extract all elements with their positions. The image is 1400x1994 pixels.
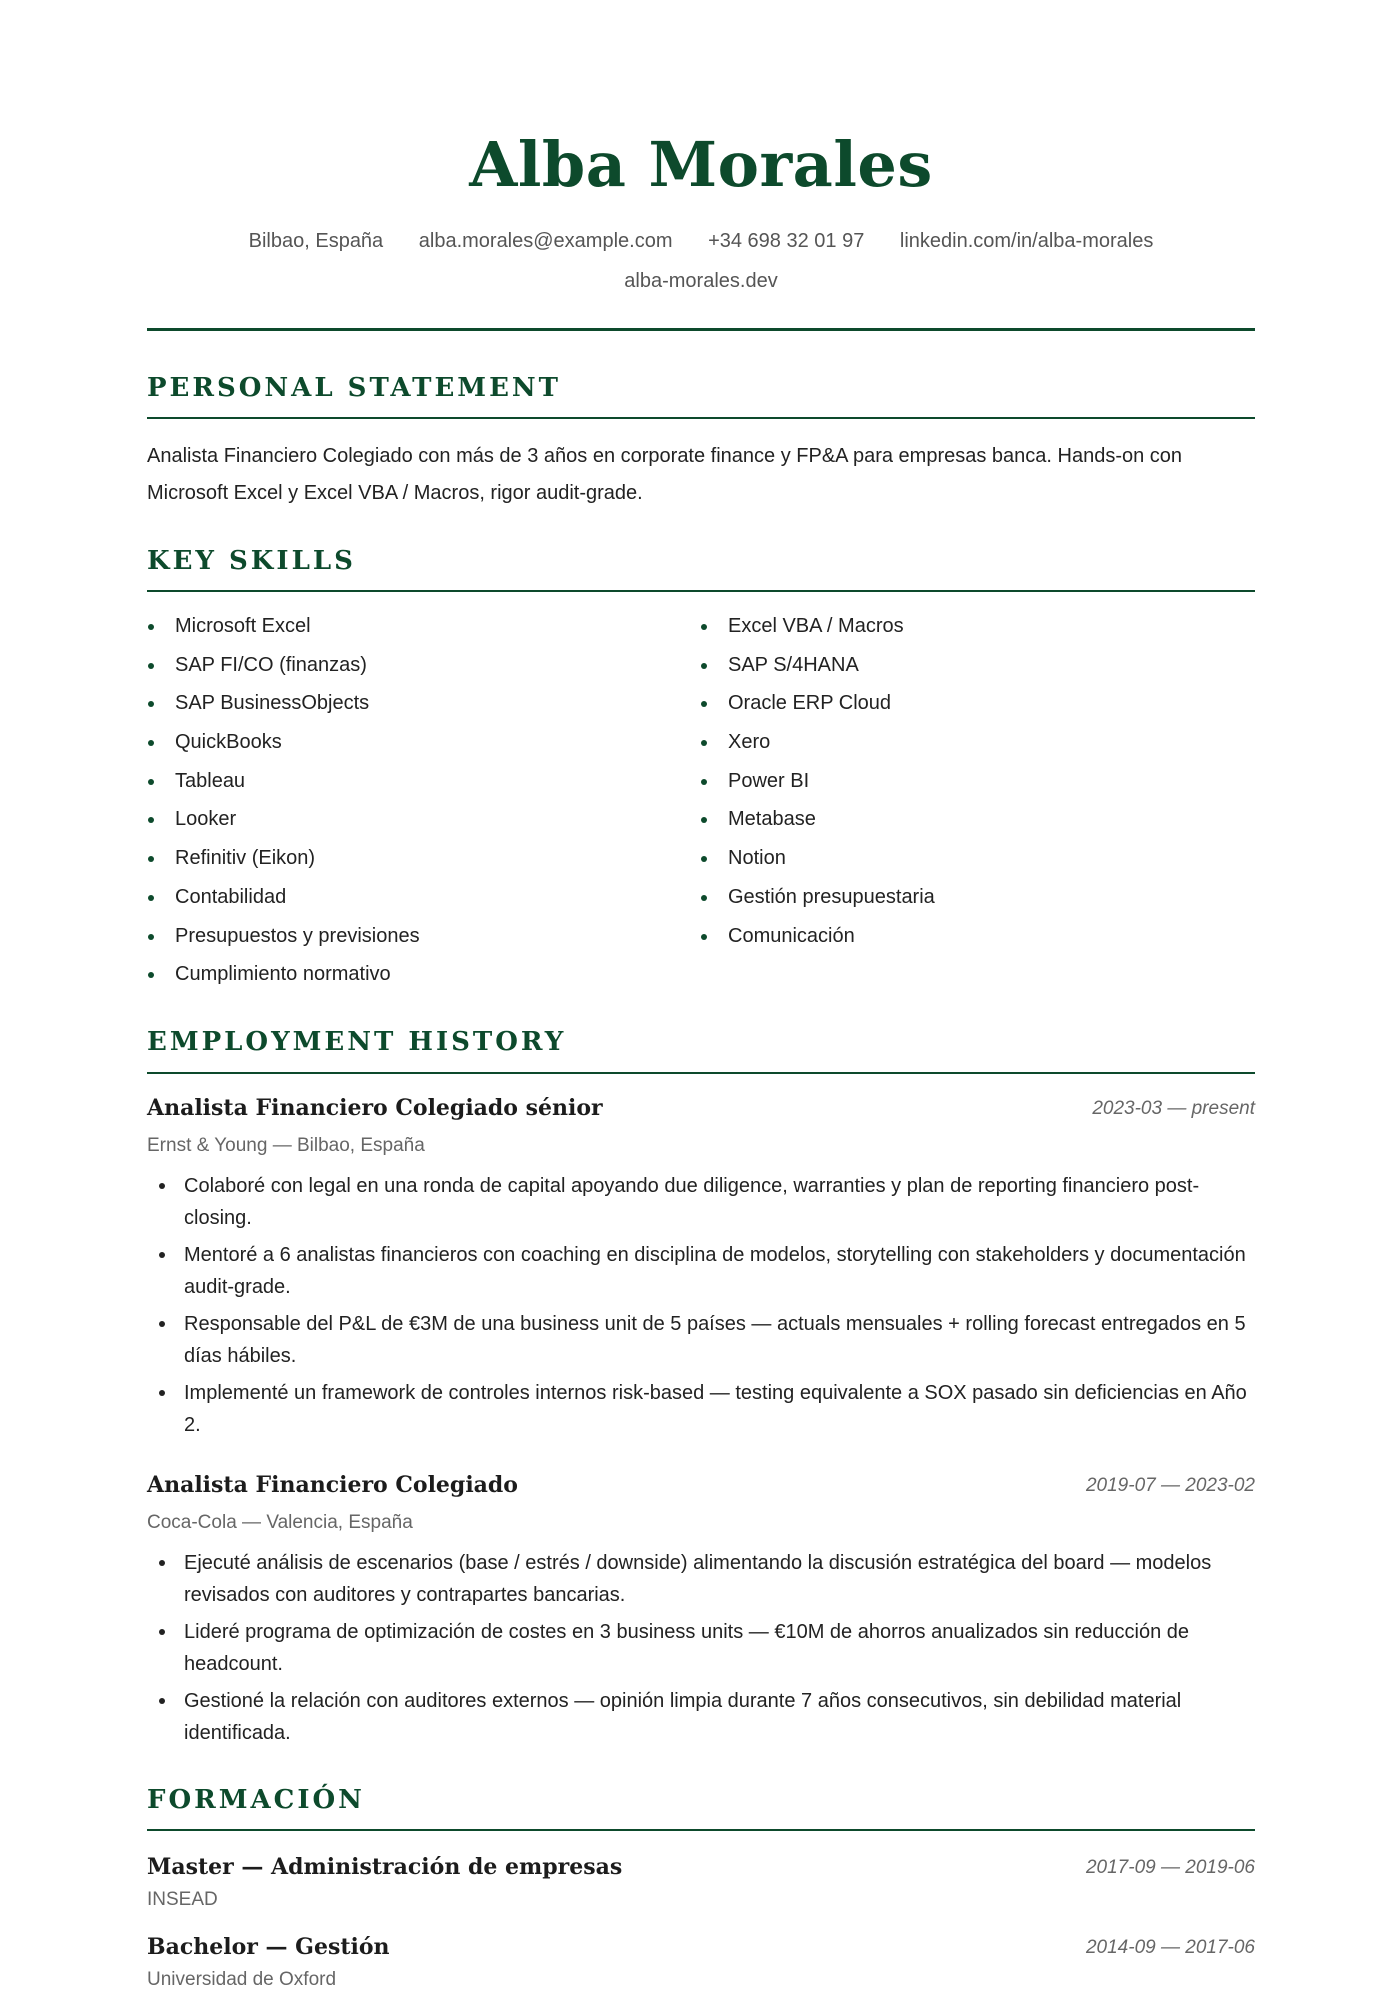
job-bullets: [147, 1547, 1255, 1754]
job-organization: Ernst & Young — Bilbao, España: [147, 1135, 425, 1156]
skill-item: SAP S/4HANA: [700, 646, 1240, 685]
skill-item: Presupuestos y previsiones: [147, 917, 687, 956]
section-rule-statement: [147, 417, 1255, 419]
section-title-employment: EMPLOYMENT HISTORY: [147, 1027, 567, 1057]
skill-item: Comunicación: [700, 917, 1240, 956]
job-title: Analista Financiero Colegiado sénior: [147, 1095, 603, 1121]
job-dates: 2019-07 — 2023-02: [1085, 1475, 1255, 1496]
skills-list-left: [147, 607, 687, 994]
section-rule-skills: [147, 590, 1255, 592]
skill-item: QuickBooks: [147, 723, 687, 762]
section-rule-education: [147, 1829, 1255, 1831]
skill-item: Oracle ERP Cloud: [700, 684, 1240, 723]
education-dates: 2014-09 — 2017-06: [1085, 1937, 1255, 1958]
contact-phone[interactable]: +34 698 32 01 97: [708, 230, 865, 252]
candidate-name: Alba Morales: [469, 128, 933, 201]
section-title-skills: KEY SKILLS: [147, 546, 356, 576]
education-school: Universidad de Oxford: [147, 1969, 337, 1990]
skill-item: Looker: [147, 800, 687, 839]
skill-item: Notion: [700, 839, 1240, 878]
job-bullet: Implementé un framework de controles internos risk-based — testing equivalente a SOX pasado sin deficiencias en Año 2.: [147, 1377, 1255, 1441]
job-bullet: Lideré programa de optimización de costes en 3 business units — €10M de ahorros anualizados sin reducción de headcount.: [147, 1616, 1255, 1680]
education-degree: Master — Administración de empresas: [147, 1854, 623, 1880]
contact-line: [147, 227, 1255, 255]
contact-linkedin[interactable]: linkedin.com/in/alba-morales: [899, 230, 1154, 252]
contact-location: Bilbao, España: [248, 230, 384, 252]
contact-website[interactable]: alba-morales.dev: [624, 270, 778, 292]
job-bullet: Mentoré a 6 analistas financieros con coaching en disciplina de modelos, storytelling con stakeholders y documentación audit-grade.: [147, 1239, 1255, 1303]
job-bullet: Responsable del P&L de €3M de una business unit de 5 países — actuals mensuales + rolling forecast entregados en 5 días hábiles.: [147, 1308, 1255, 1372]
section-title-education: FORMACIÓN: [147, 1785, 365, 1815]
skill-item: SAP FI/CO (finanzas): [147, 646, 687, 685]
skill-item: SAP BusinessObjects: [147, 684, 687, 723]
education-degree: Bachelor — Gestión: [147, 1934, 390, 1960]
personal-statement-text: Analista Financiero Colegiado con más de 3 años en corporate finance y FP&A para empresas banca. Hands-on con Microsoft Excel y Excel VBA / Macros, rigor audit-grade.: [147, 445, 1183, 504]
job-bullet: Ejecuté análisis de escenarios (base / estrés / downside) alimentando la discusión estratégica del board — modelos revisados con auditores y contrapartes bancarias.: [147, 1547, 1255, 1611]
skill-item: Cumplimiento normativo: [147, 955, 687, 994]
section-rule-employment: [147, 1072, 1255, 1074]
contact-email[interactable]: alba.morales@example.com: [418, 230, 673, 252]
skill-item: Metabase: [700, 800, 1240, 839]
header-divider: [147, 328, 1255, 331]
skill-item: Tableau: [147, 762, 687, 801]
contact-line-2: [147, 267, 1255, 295]
job-organization: Coca-Cola — Valencia, España: [147, 1512, 413, 1533]
skill-item: Refinitiv (Eikon): [147, 839, 687, 878]
skill-item: Power BI: [700, 762, 1240, 801]
skill-item: Contabilidad: [147, 878, 687, 917]
section-title-statement: PERSONAL STATEMENT: [147, 373, 562, 403]
skill-item: Microsoft Excel: [147, 607, 687, 646]
job-bullet: Colaboré con legal en una ronda de capital apoyando due diligence, warranties y plan de reporting financiero post-closing.: [147, 1170, 1255, 1234]
skills-list-right: [700, 607, 1240, 955]
job-dates: 2023-03 — present: [1092, 1098, 1255, 1119]
job-bullet: Gestioné la relación con auditores externos — opinión limpia durante 7 años consecutivos, sin debilidad material identificada.: [147, 1685, 1255, 1749]
skill-item: Gestión presupuestaria: [700, 878, 1240, 917]
education-dates: 2017-09 — 2019-06: [1085, 1857, 1255, 1878]
skill-item: Xero: [700, 723, 1240, 762]
job-title: Analista Financiero Colegiado: [147, 1472, 518, 1498]
education-school: INSEAD: [147, 1889, 218, 1910]
job-bullets: [147, 1170, 1255, 1446]
skill-item: Excel VBA / Macros: [700, 607, 1240, 646]
